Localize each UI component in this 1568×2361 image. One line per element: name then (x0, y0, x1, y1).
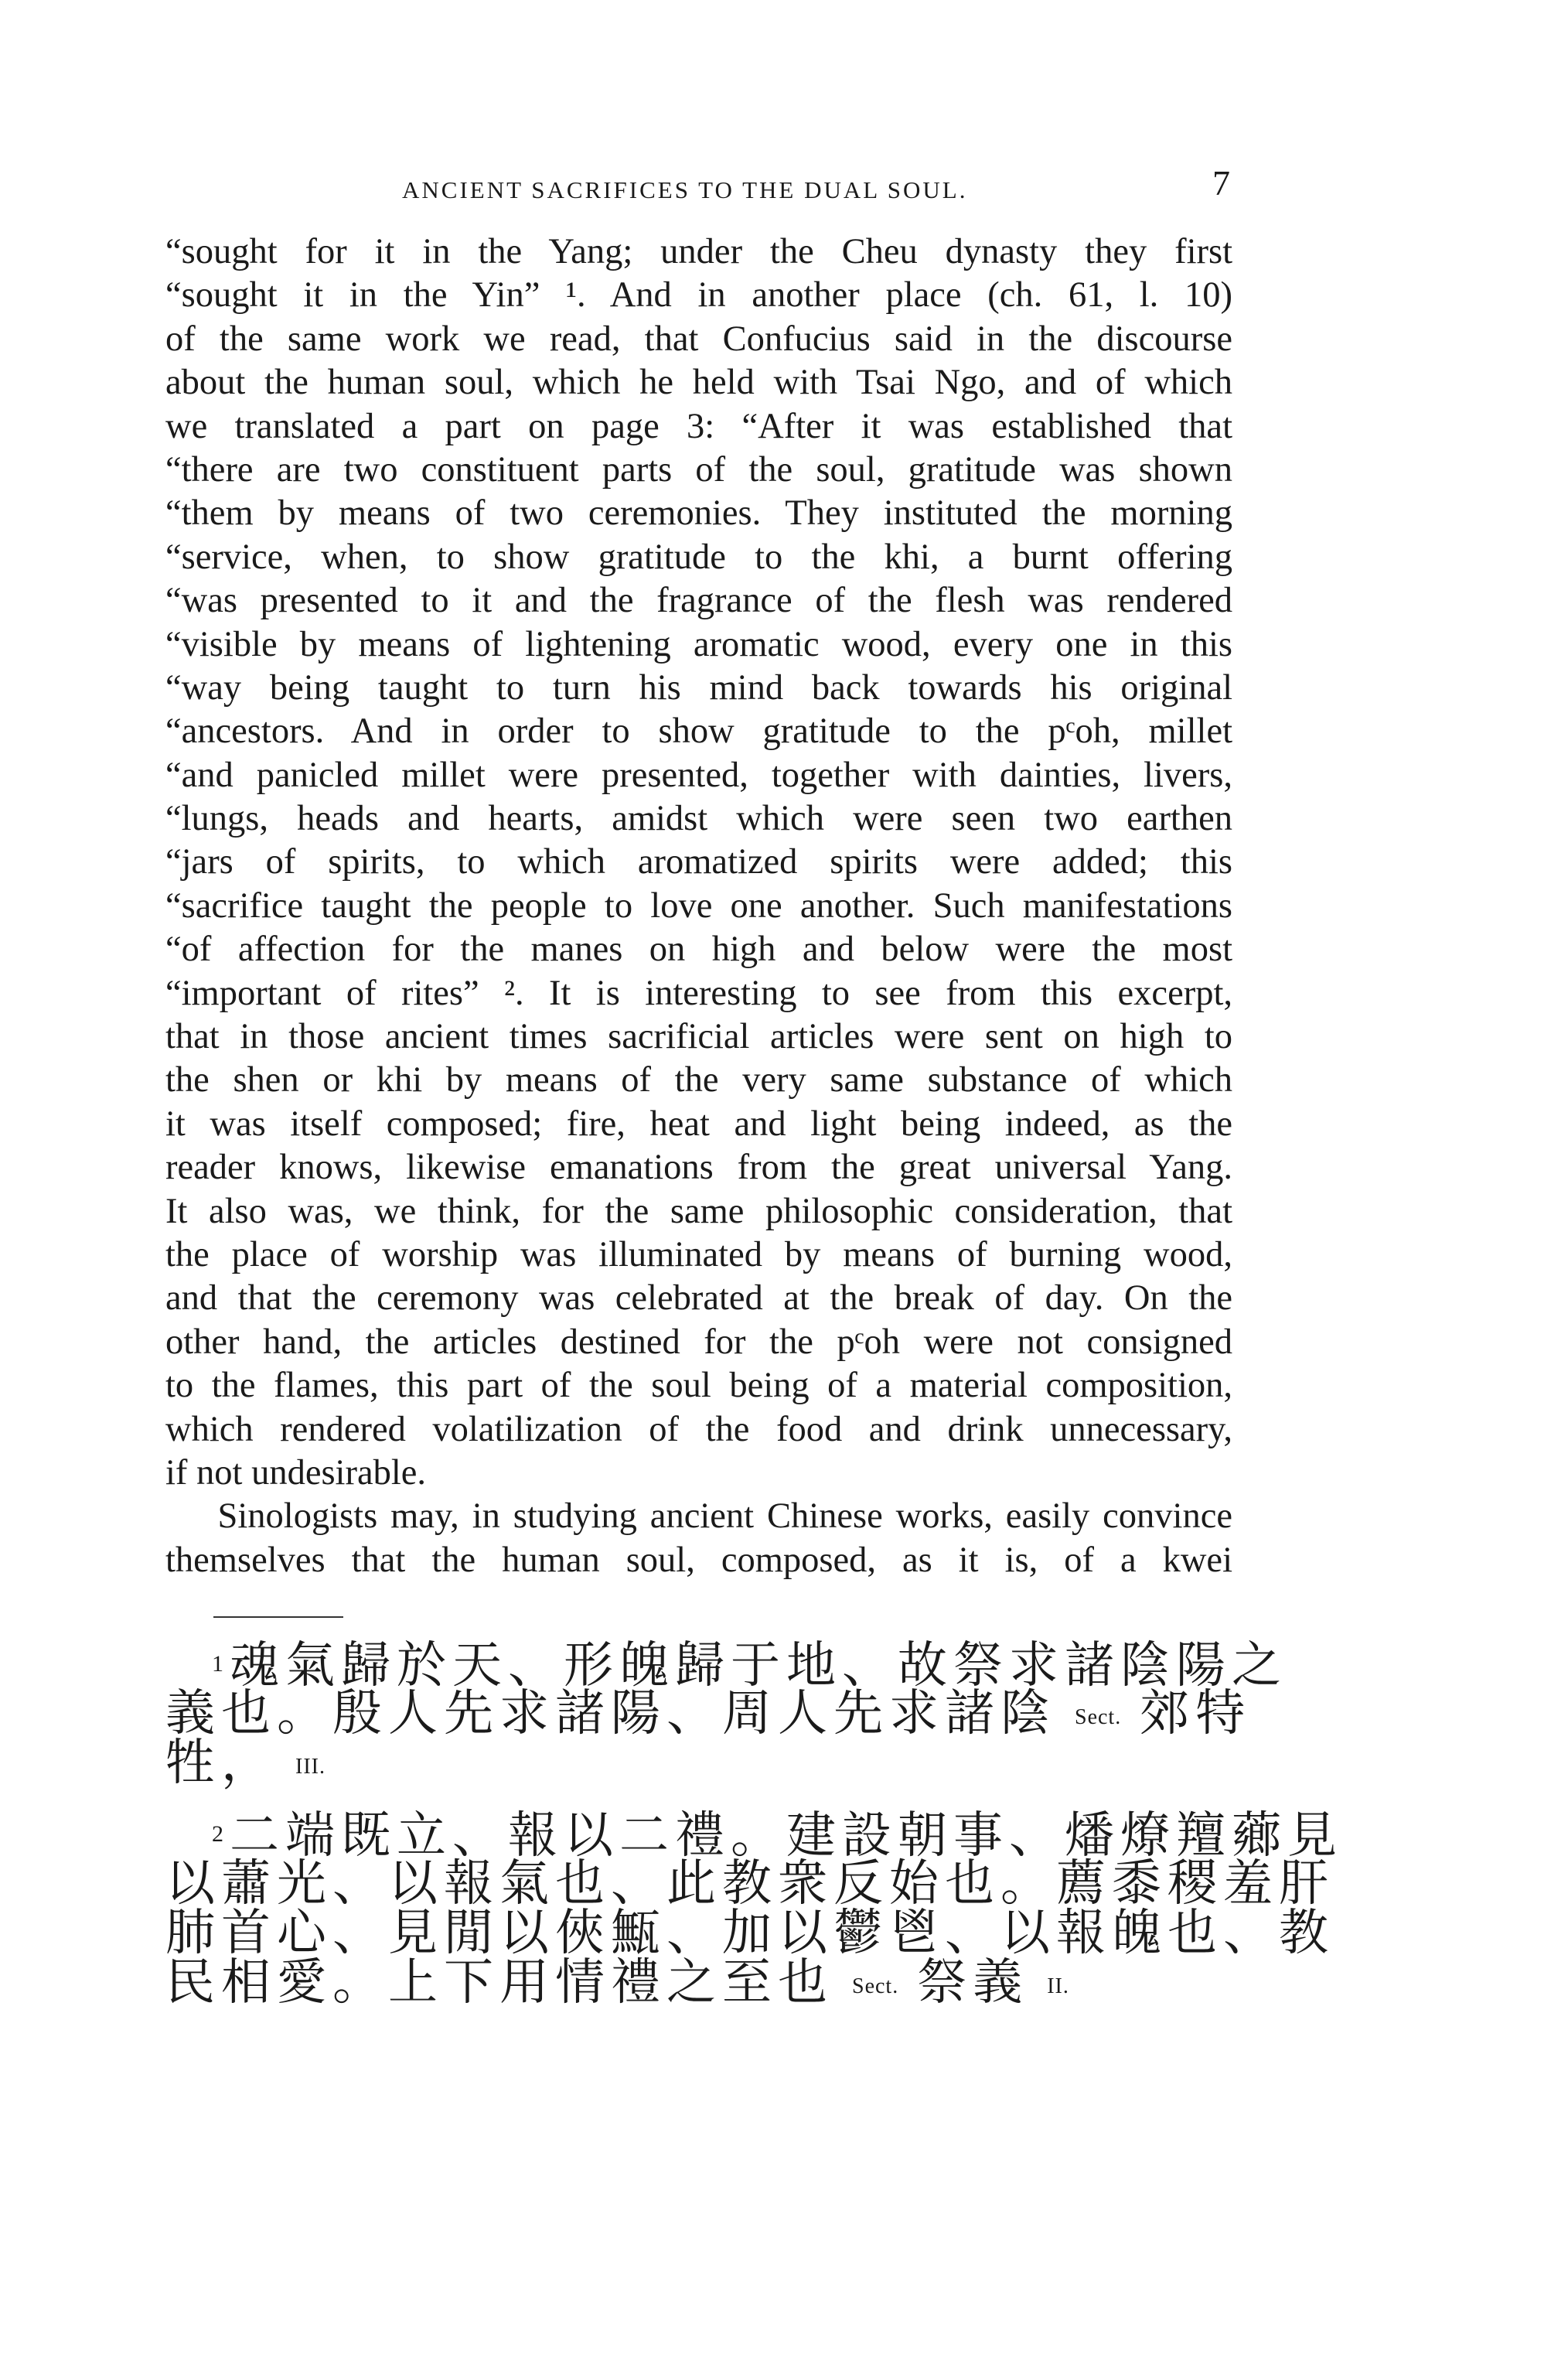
footnote-text: 魂氣歸於天、形魄歸于地、故祭求諸陰陽之 (230, 1638, 1287, 1693)
footnote-line (165, 1955, 1248, 2010)
text-line: “sought for it in the Yang; under the Cheu dynasty they first (165, 232, 1232, 271)
text-line: the place of worship was illuminated by means of burning wood, (165, 1234, 1232, 1274)
footnote-text: 牲， (165, 1735, 277, 1790)
text-line: which rendered volatilization of the food and drink unnecessary, (165, 1409, 1232, 1449)
sect-number: II. (1047, 1974, 1069, 1998)
footnote-number: 2 (212, 1821, 223, 1847)
text-line: “visible by means of lightening aromatic wood, every one in this (165, 624, 1232, 664)
footnote-1 (165, 1638, 1287, 1790)
footnote-line (165, 1735, 1248, 1790)
text-line: “them by means of two ceremonies. They instituted the morning (165, 493, 1232, 534)
text-line: other hand, the articles destined for the pᶜoh were not consigned (165, 1322, 1232, 1362)
text-line: we translated a part on page 3: “After it was established that (165, 406, 1232, 446)
text-line: “important of rites” ². It is interesting to see from this excerpt, (165, 973, 1232, 1013)
text-line: “of affection for the manes on high and below were the most (165, 930, 1232, 970)
footnote-text: 二端既立、報以二禮。建設朝事、燔燎羶薌見 (230, 1808, 1343, 1863)
text-line: that in those ancient times sacrificial articles were sent on high to (165, 1017, 1232, 1057)
text-line: reader knows, likewise emanations from the great universal Yang. (165, 1148, 1232, 1188)
footnote-text: 民相愛。上下用情禮之至也 (165, 1955, 833, 2010)
text-line: “was presented to it and the fragrance of the flesh was rendered (165, 581, 1232, 621)
footnote-separator (213, 1616, 343, 1618)
text-line: the shen or khi by means of the very same substance of which (165, 1060, 1232, 1100)
footnote-text: 義也。殷人先求諸陽、周人先求諸陰 (165, 1686, 1056, 1741)
sect-number: III. (295, 1755, 326, 1779)
text-line: “ancestors. And in order to show gratitude to the pᶜoh, millet (165, 711, 1232, 752)
running-header: ANCIENT SACRIFICES TO THE DUAL SOUL. (402, 176, 968, 203)
text-line: of the same work we read, that Confucius said in the discourse (165, 319, 1232, 359)
text-line: themselves that the human soul, composed, as it is, of a kwei (165, 1540, 1232, 1580)
footnote-text: 以蕭光、以報氣也、此教衆反始也。薦黍稷羞肝 (165, 1856, 1335, 1911)
text-line: “service, when, to show gratitude to the khi, a burnt offering (165, 537, 1232, 577)
text-line: “and panicled millet were presented, together with dainties, livers, (165, 755, 1232, 795)
footnote-line (165, 1856, 1335, 1911)
text-line: “there are two constituent parts of the soul, gratitude was shown (165, 449, 1232, 490)
footnote-2 (165, 1808, 1343, 2010)
sect-label: Sect. (1075, 1705, 1122, 1729)
footnote-number: 1 (212, 1651, 223, 1677)
text-line: about the human soul, which he held with Tsai Ngo, and of which (165, 363, 1232, 403)
text-line: “jars of spirits, to which aromatized spirits were added; this (165, 842, 1232, 882)
text-line: if not undesirable. (165, 1452, 427, 1493)
text-line: and that the ceremony was celebrated at the break of day. On the (165, 1278, 1232, 1319)
main-text (165, 230, 1232, 1582)
sect-ref: 祭義 (917, 1955, 1029, 2010)
text-line: “lungs, heads and hearts, amidst which were seen two earthen (165, 799, 1232, 839)
text-line: Sinologists may, in studying ancient Chinese works, easily convince (165, 1496, 1232, 1537)
footnote-line (165, 1686, 1252, 1741)
text-line: it was itself composed; fire, heat and light being indeed, as the (165, 1104, 1232, 1144)
sect-label: Sect. (852, 1974, 899, 1998)
footnote-text: 肺首心、見閒以俠甒、加以鬱鬯、以報魄也、教 (165, 1906, 1335, 1960)
footnote-line (165, 1638, 1287, 1693)
text-line: It also was, we think, for the same philosophic consideration, that (165, 1191, 1232, 1231)
sect-ref: 郊特 (1140, 1686, 1252, 1741)
text-line: “sought it in the Yin” ¹. And in another place (ch. 61, l. 10) (165, 275, 1232, 316)
page-number: 7 (1212, 163, 1230, 203)
text-line: “way being taught to turn his mind back towards his original (165, 667, 1232, 708)
footnote-line (165, 1808, 1343, 1863)
footnote-line (165, 1906, 1335, 1960)
text-line: to the flames, this part of the soul being of a material composition, (165, 1366, 1232, 1406)
text-line: “sacrifice taught the people to love one another. Such manifestations (165, 885, 1232, 926)
